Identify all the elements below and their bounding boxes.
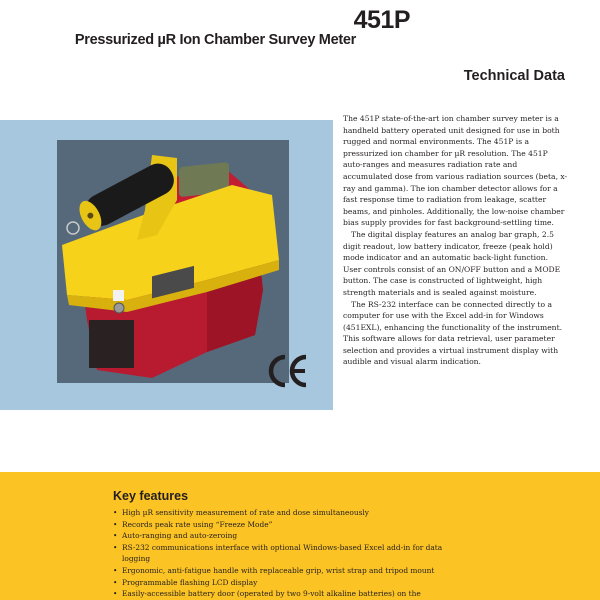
product-description [343,113,568,368]
bullet-icon: • [113,589,118,599]
key-features-list [113,507,443,600]
bullet-icon: • [113,531,118,541]
section-title: Technical Data [463,68,565,84]
bullet-icon: • [113,542,118,552]
bullet-icon: • [113,519,118,529]
feature-item: • Auto-ranging and auto-zeroing [113,531,238,541]
feature-item: • High µR sensitivity measurement of rate and dose simultaneously [113,508,369,517]
wrist-ring [67,222,79,234]
battery-door [89,320,134,368]
product-subtitle: Pressurized µR Ion Chamber Survey Meter [74,32,356,48]
feature-item: • Records peak rate using “Freeze Mode” [113,519,273,529]
key-features-title: Key features [113,489,189,503]
key-features-section [0,472,600,600]
feature-item: • Easily-accessible battery door (operated by two 9-volt alkaline batteries) on the [113,589,421,599]
feature-item: • RS-232 communications interface with optional Windows-based Excel add-in for data logging [113,542,443,564]
bullet-icon: • [113,565,118,575]
feature-item: • Programmable flashing LCD display [113,577,258,587]
rs232-port [114,303,124,313]
product-photo [57,140,289,383]
description-paragraph: The RS-232 interface can be connected directly to a computer for use with the Excel add-in for Windows (451EXL), enhancing the functionality of the instrument. This software allows for data retrieval, user parameter selection and provides a virtual instrument display with audible and visual alarm indication. [343,299,563,367]
bullet-icon: • [113,577,118,587]
description-paragraph: The 451P state-of-the-art ion chamber survey meter is a handheld battery operated unit designed for use in both rugged and normal environments. The 451P is a pressurized ion chamber for µR resolution. The 451P auto-ranges and measures radiation rate and accumulated dose from various radiation sources (beta, x-ray and gamma). The ion chamber detector allows for a fast response time to radiation from leakage, scatter beams, and pinholes. Additionally, the low-noise chamber bias supply provides for fast background-settling time. [343,114,568,228]
product-model: 451P [353,6,410,34]
product-photo-frame [0,120,333,410]
description-paragraph: The digital display features an analog bar graph, 2.5 digit readout, low battery indicator, freeze (peak hold) mode indicator and an automatic back-light function. User controls consist of an ON/OFF button and a MODE button. The case is constructed of lightweight, high strength materials and is sealed against moisture. [343,229,561,297]
ce-mark-icon [266,353,310,389]
bullet-icon: • [113,508,118,517]
survey-meter-illustration [57,140,289,383]
feature-item: • Ergonomic, anti-fatigue handle with replaceable grip, wrist strap and tripod mount [113,565,435,575]
